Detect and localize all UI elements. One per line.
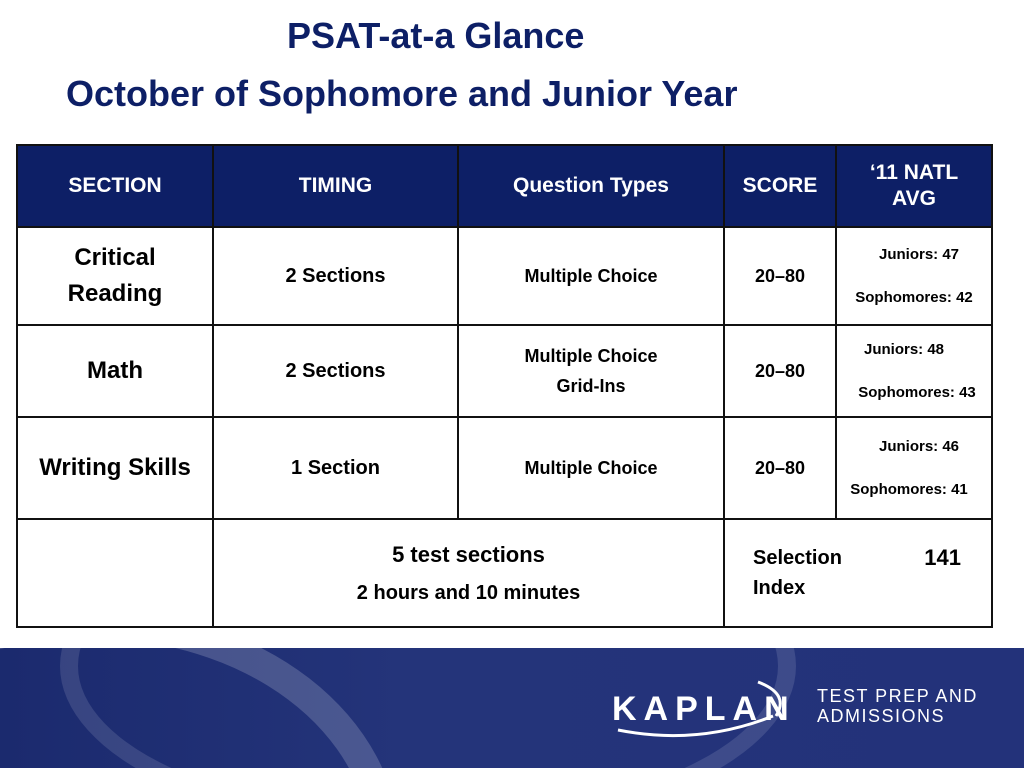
section-name-line1: Critical [74,244,156,271]
total-sections: 5 test sections [392,541,545,567]
question-type-line1: Multiple Choice [524,346,658,366]
header-timing: TIMING [213,145,458,227]
juniors-avg: Juniors: 48 [863,341,945,358]
juniors-avg: Juniors: 47 [878,246,960,263]
question-type-cell [458,325,724,417]
natl-avg-cell [836,227,992,325]
timing-cell: 2 Sections [213,325,458,417]
score-cell: 20–80 [724,227,836,325]
summary-cell [213,519,724,627]
question-type-line2: Grid-Ins [556,376,626,396]
header-question-types: Question Types [458,145,724,227]
selection-index-label-line2: Index [753,577,806,599]
selection-index-value: 141 [924,545,961,570]
score-cell: 20–80 [724,417,836,519]
table-row [17,227,992,325]
page-subtitle: October of Sophomore and Junior Year [66,73,738,114]
sophomores-avg: Sophomores: 41 [850,481,968,498]
header-score: SCORE [724,145,836,227]
psat-glance-table [16,144,993,628]
summary-row [17,519,992,627]
tagline-line2: ADMISSIONS [817,706,946,726]
section-cell: Math [17,325,213,417]
brand-tagline [817,686,978,726]
header-natl-avg-line2: AVG [892,187,936,210]
table-header-row [17,145,992,227]
section-cell [17,227,213,325]
brand-name: KAPLAN [612,690,796,728]
timing-cell: 2 Sections [213,227,458,325]
header-natl-avg [836,145,992,227]
header-section: SECTION [17,145,213,227]
natl-avg-cell [836,325,992,417]
summary-empty-cell [17,519,213,627]
juniors-avg: Juniors: 46 [878,438,960,455]
header-natl-avg-line1: ‘11 NATL [869,161,959,184]
section-name-line2: Reading [67,280,163,307]
total-duration: 2 hours and 10 minutes [356,581,581,604]
tagline-line1: TEST PREP AND [817,686,978,706]
table-row [17,325,992,417]
sophomores-avg: Sophomores: 42 [855,289,973,306]
section-cell: Writing Skills [17,417,213,519]
natl-avg-cell [836,417,992,519]
selection-index-label-line1: Selection [753,547,842,569]
kaplan-logo [612,682,992,742]
selection-index-label [753,543,842,603]
score-cell: 20–80 [724,325,836,417]
question-type-cell: Multiple Choice [458,417,724,519]
timing-cell: 1 Section [213,417,458,519]
selection-index-cell [724,519,992,627]
page-title: PSAT-at-a Glance [287,15,585,56]
sophomores-avg: Sophomores: 43 [858,384,976,401]
table-row [17,417,992,519]
question-type-cell: Multiple Choice [458,227,724,325]
